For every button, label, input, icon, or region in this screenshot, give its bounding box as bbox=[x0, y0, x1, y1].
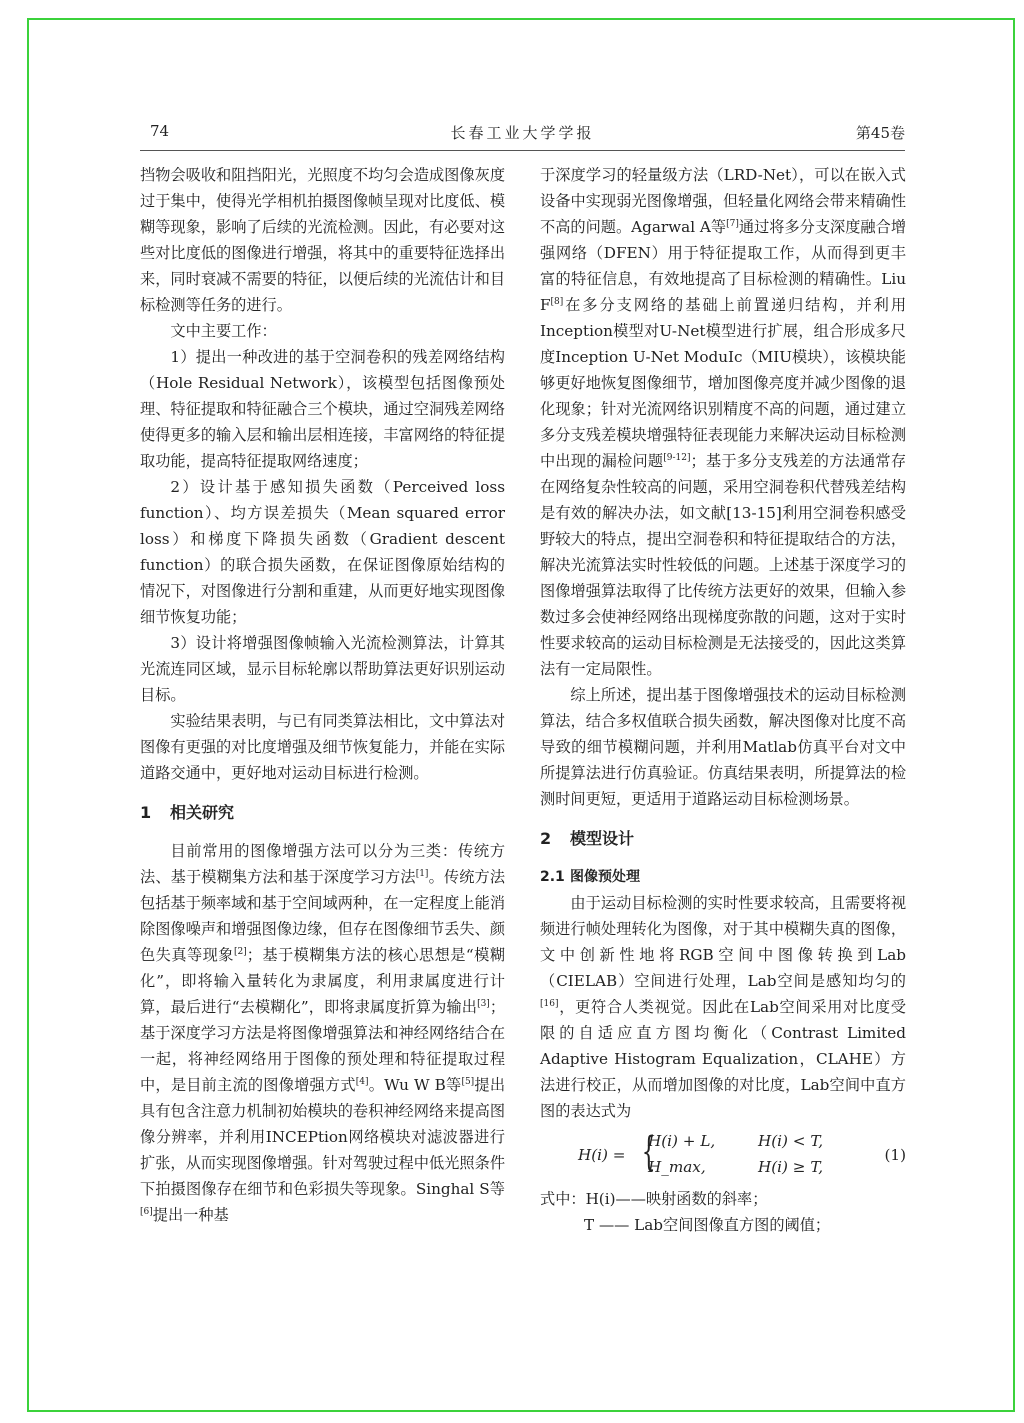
citation[interactable]: [5] bbox=[461, 1076, 475, 1087]
section-heading bbox=[540, 826, 906, 852]
paragraph: 综上所述，提出基于图像增强技术的运动目标检测算法，结合多权值联合损失函数，解决图像对比度不高导致的细节模糊问题，并利用Matlab仿真平台对文中所提算法进行仿真验证。仿真结果表明，所提算法的检测时间更短，更适用于道路运动目标检测场景。 bbox=[540, 686, 906, 808]
paragraph: 于深度学习的轻量级方法（LRD-Net），可以在嵌入式设备中实现弱光图像增强，但轻量化网络会带来精确性不高的问题。Agarwal A等[7]通过将多分支深度融合增强网络（DFEN）用于特征提取工作，从而得到更丰富的特征信息，有效地提高了目标检测的精确性。Liu F[8]在多分支网络的基础上前置递归结构，并利用Inception模型对U-Net模型进行扩展，组合形成多尺度Inception U-Net ModuIc（MIU模块），该模块能够更好地恢复图像细节，增加图像亮度并减少图像的退化现象；针对光流网络识别精度不高的问题，通过建立多分支残差模块增强特征表现能力来解决运动目标检测中出现的漏检问题[9-12]；基于多分支残差的方法通常存在网络复杂性较高的问题，采用空洞卷积代替残差结构是有效的解决办法，如文献[13-15]利用空洞卷积感受野较大的特点，提出空洞卷积和特征提取结合的方法，解决光流算法实时性较低的问题。上述基于深度学习的图像增强算法取得了比传统方法更好的效果，但输入参数过多会使神经网络出现梯度弥散的问题，这对于实时性要求较高的运动目标检测是无法接受的，因此这类算法有一定局限性。 bbox=[540, 166, 907, 678]
paragraph: 目前常用的图像增强方法可以分为三类：传统方法、基于模糊集方法和基于深度学习方法[1]。传统方法包括基于频率域和基于空间域两种，在一定程度上能消除图像噪声和增强图像边缘，但存在图像细节丢失、颜色失真等现象[2]；基于模糊集方法的核心思想是“模糊化”，即将输入量转化为隶属度，利用隶属度进行计算，最后进行“去模糊化”，即将隶属度折算为输出[3]；基于深度学习方法是将图像增强算法和神经网络结合在一起，将神经网络用于图像的预处理和特征提取过程中，是目前主流的图像增强方式[4]。Wu W B等[5]提出具有包含注意力机制初始模块的卷积神经网络来提高图像分辨率，并利用INCEPtion网络模块对滤波器进行扩张，从而实现图像增强。针对驾驶过程中低光照条件下拍摄图像存在细节和色彩损失等现象。Singhal S等[6]提出一种基 bbox=[140, 842, 506, 1224]
section-title: 相关研究 bbox=[170, 803, 235, 822]
equation-case: H_max, bbox=[648, 1158, 706, 1176]
paragraph: 3）设计将增强图像帧输入光流检测算法，计算其光流连同区域，显示目标轮廓以帮助算法更好识别运动目标。 bbox=[140, 634, 505, 704]
section-title: 模型设计 bbox=[570, 829, 635, 848]
equation-lhs: H(i) = bbox=[578, 1146, 626, 1164]
equation-number: (1) bbox=[884, 1146, 906, 1164]
paragraph: 文中主要工作： bbox=[170, 322, 277, 340]
section-heading bbox=[140, 800, 505, 826]
equation-condition: H(i) ≥ T, bbox=[758, 1158, 824, 1176]
paragraph: 实验结果表明，与已有同类算法相比，文中算法对图像有更强的对比度增强及细节恢复能力，并能在实际道路交通中，更好地对运动目标进行检测。 bbox=[140, 712, 505, 782]
paragraph: 挡物会吸收和阻挡阳光，光照度不均匀会造成图像灰度过于集中，使得光学相机拍摄图像帧呈现对比度低、模糊等现象，影响了后续的光流检测。因此，有必要对这些对比度低的图像进行增强，将其中的重要特征选择出来，同时衰减不需要的特征，以便后续的光流估计和目标检测等任务的进行。 bbox=[140, 166, 505, 314]
citation[interactable]: [16] bbox=[540, 998, 559, 1009]
right-column bbox=[540, 162, 906, 1238]
equation-condition: H(i) < T, bbox=[758, 1132, 824, 1150]
paragraph: 2）设计基于感知损失函数（Perceived loss function）、均方误差损失（Mean squared error loss）和梯度下降损失函数（Gradient descent function）的联合损失函数，在保证图像原始结构的情况下，对图像进行分割和重建，从而更好地实现图像细节恢复功能； bbox=[140, 478, 505, 626]
header-rule bbox=[140, 150, 905, 151]
section-number: 1 bbox=[140, 803, 152, 822]
paragraph: 1）提出一种改进的基于空洞卷积的残差网络结构（Hole Residual Network），该模型包括图像预处理、特征提取和特征融合三个模块，通过空洞残差网络使得更多的输入层和输出层相连接，丰富网络的特征提取功能，提高特征提取网络速度； bbox=[140, 348, 505, 470]
symbol-definition: 式中：H(i)——映射函数的斜率； bbox=[540, 1190, 768, 1208]
citation[interactable]: [2] bbox=[233, 946, 247, 957]
citation[interactable]: [6] bbox=[140, 1206, 153, 1217]
equation-case: H(i) + L, bbox=[648, 1132, 716, 1150]
citation[interactable]: [7] bbox=[726, 218, 739, 229]
subsection-title: 图像预处理 bbox=[570, 869, 640, 885]
journal-name: 长春工业大学学报 bbox=[450, 124, 595, 142]
subsection-heading bbox=[540, 864, 906, 890]
page-number: 74 bbox=[150, 122, 170, 140]
citation[interactable]: [1] bbox=[415, 868, 429, 879]
citation[interactable]: [4] bbox=[355, 1076, 369, 1087]
section-number: 2 bbox=[540, 829, 552, 848]
running-header bbox=[140, 122, 905, 148]
citation[interactable]: [9-12] bbox=[663, 452, 691, 463]
symbol-definition: T —— Lab空间图像直方图的阈值； bbox=[584, 1216, 831, 1234]
left-column bbox=[140, 162, 505, 1228]
subsection-number: 2.1 bbox=[540, 869, 565, 885]
citation[interactable]: [8] bbox=[550, 296, 564, 307]
left-brace-glyph: { bbox=[641, 1129, 656, 1175]
paragraph: 由于运动目标检测的实时性要求较高，且需要将视频进行帧处理转化为图像，对于其中模糊失真的图像，文中创新性地将RGB空间中图像转换到Lab（CIELAB）空间进行处理，Lab空间是感知均匀的[16]，更符合人类视觉。因此在Lab空间采用对比度受限的自适应直方图均衡化（Contrast Limited Adaptive Histogram Equalization，CLAHE）方法进行校正，从而增加图像的对比度，Lab空间中直方图的表达式为 bbox=[540, 894, 906, 1120]
equation bbox=[540, 1126, 906, 1184]
citation[interactable]: [3] bbox=[477, 998, 490, 1009]
volume-label: 第45卷 bbox=[855, 124, 905, 142]
